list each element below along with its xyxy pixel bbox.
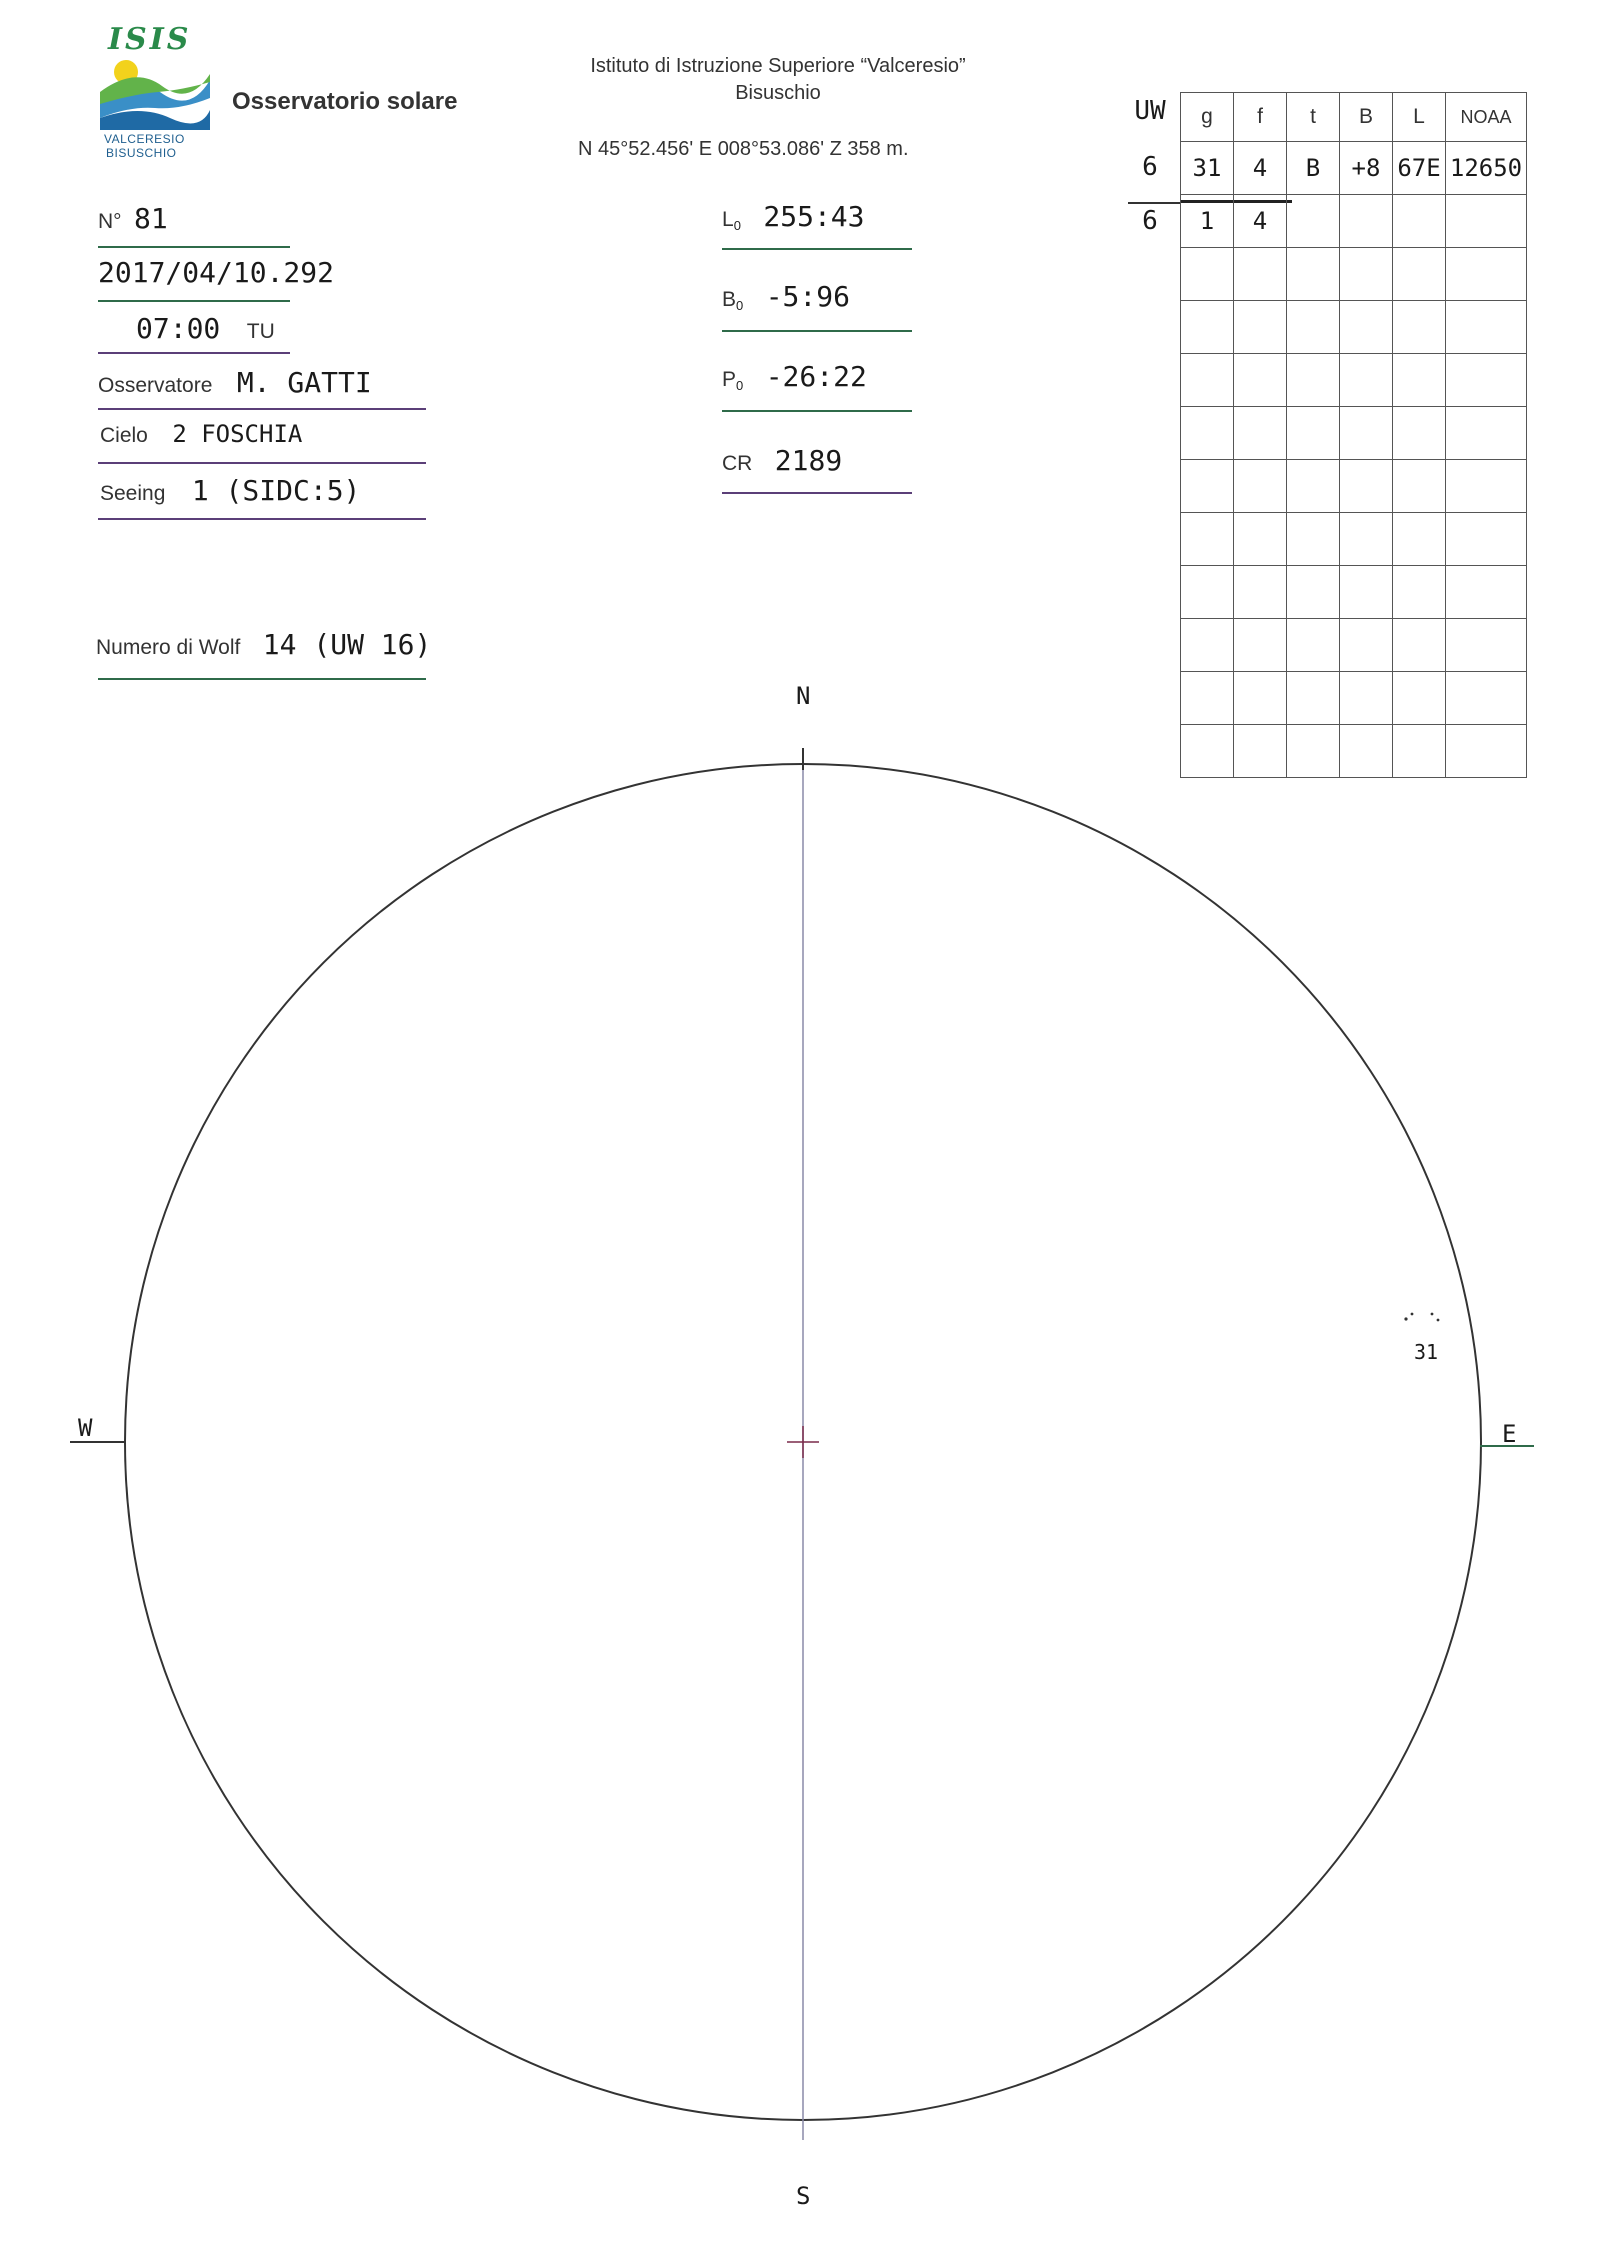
seeing-value: 1 (SIDC:5) bbox=[191, 474, 361, 507]
l0-subscript: 0 bbox=[733, 218, 741, 234]
sunspot bbox=[1411, 1313, 1414, 1316]
p0-value: -26:22 bbox=[765, 360, 867, 393]
table-cell: 31 bbox=[1181, 142, 1234, 195]
north-label: N bbox=[796, 682, 811, 710]
sunspot bbox=[1431, 1313, 1434, 1316]
col-l: L bbox=[1393, 93, 1446, 142]
uw-value-2: 6 bbox=[1142, 206, 1158, 236]
observatory-title: Osservatorio solare bbox=[232, 88, 458, 115]
col-b: B bbox=[1340, 93, 1393, 142]
b0-subscript: 0 bbox=[736, 298, 744, 314]
sky-label: Cielo bbox=[100, 424, 148, 447]
table-cell: 4 bbox=[1234, 142, 1287, 195]
p0-subscript: 0 bbox=[736, 378, 744, 394]
group-31-label: 31 bbox=[1414, 1340, 1439, 1364]
l0-value: 255:43 bbox=[763, 200, 865, 233]
l0-label: L bbox=[722, 208, 734, 231]
col-g: g bbox=[1181, 93, 1234, 142]
cr-label: CR bbox=[722, 452, 753, 475]
institute-name: Istituto di Istruzione Superiore “Valceresio” bbox=[590, 55, 966, 77]
date-value: 2017/04/10.292 bbox=[98, 256, 335, 289]
uw-value-1: 6 bbox=[1142, 152, 1158, 182]
time-value: 07:00 bbox=[136, 312, 221, 345]
sky-value: 2 FOSCHIA bbox=[172, 420, 303, 448]
south-label: S bbox=[796, 2182, 811, 2210]
logo-subtitle-2: BISUSCHIO bbox=[106, 146, 177, 160]
east-label: E bbox=[1502, 1420, 1517, 1448]
col-t: t bbox=[1287, 93, 1340, 142]
col-f: f bbox=[1234, 93, 1287, 142]
institute-town: Bisuschio bbox=[735, 82, 821, 104]
logo-wordmark: ISIS bbox=[108, 22, 192, 57]
west-label: W bbox=[78, 1414, 93, 1442]
sunspot bbox=[1437, 1319, 1440, 1322]
time-unit: TU bbox=[246, 320, 275, 343]
p0-label: P bbox=[722, 368, 737, 391]
number-label: N° bbox=[98, 210, 122, 233]
table-cell: 67E bbox=[1393, 142, 1446, 195]
table-cell: 4 bbox=[1234, 195, 1287, 248]
col-noaa: NOAA bbox=[1446, 93, 1527, 142]
logo-subtitle-1: VALCERESIO bbox=[104, 132, 185, 146]
table-cell: 1 bbox=[1181, 195, 1234, 248]
cr-value: 2189 bbox=[774, 444, 843, 477]
observer-label: Osservatore bbox=[98, 374, 213, 397]
b0-value: -5:96 bbox=[765, 280, 850, 313]
wolf-label: Numero di Wolf bbox=[96, 636, 241, 659]
sunspot bbox=[1404, 1317, 1407, 1320]
number-value: 81 bbox=[134, 202, 168, 235]
wolf-value: 14 (UW 16) bbox=[262, 628, 432, 661]
b0-label: B bbox=[722, 288, 737, 311]
table-cell: B bbox=[1287, 142, 1340, 195]
table-cell: +8 bbox=[1340, 142, 1393, 195]
observer-value: M. GATTI bbox=[236, 366, 372, 399]
seeing-label: Seeing bbox=[100, 482, 166, 505]
observatory-coordinates: N 45°52.456' E 008°53.086' Z 358 m. bbox=[578, 138, 909, 160]
uw-header: UW bbox=[1134, 96, 1166, 126]
table-cell: 12650 bbox=[1446, 142, 1527, 195]
